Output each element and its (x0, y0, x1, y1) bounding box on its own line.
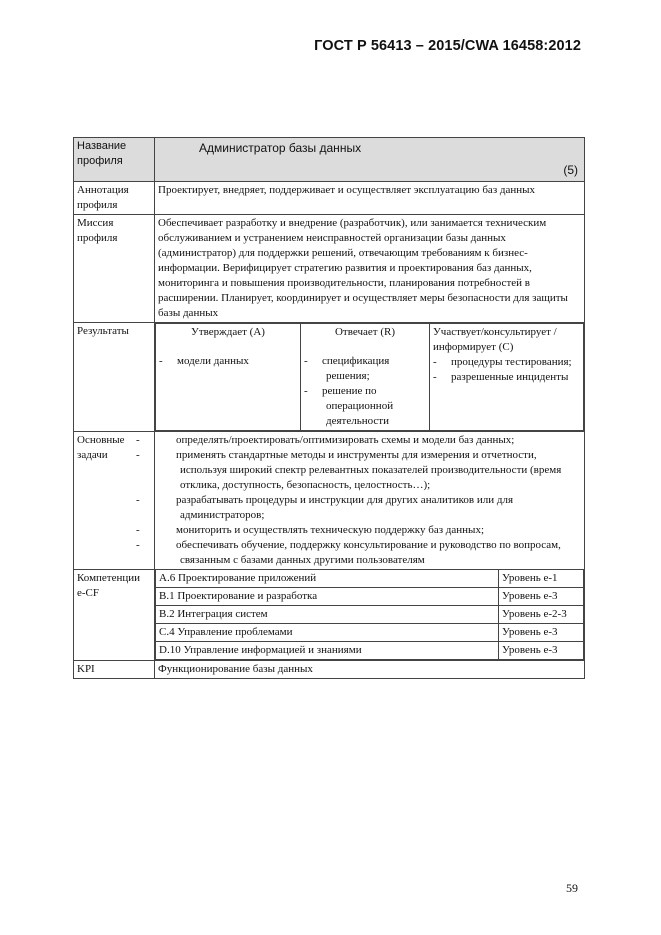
competence-name: D.10 Управление информацией и знаниями (156, 642, 499, 660)
results-r-item: - спецификация решения; (304, 355, 390, 382)
annotation-label: Аннотация профиля (74, 182, 155, 215)
competence-level: Уровень е-3 (499, 588, 584, 606)
competences-label: Компетенции e-CF (74, 570, 155, 661)
mission-text: Обеспечивает разработку и внедрение (разработчик), или занимается техническим обслуживанием и устранением неисправностей организации базы данных (администратор) для поддержки решений, отвечающим требованиям к бизнес-информации. Верифицирует стратегию развития и проектирования баз данных, мониторинга и повышения производительности, планирования потребностей в расширении. Планирует, координирует и осуществляет меры безопасности для защиты базы данных (155, 215, 585, 323)
results-r-header: Отвечает (R) (334, 326, 395, 338)
results-row (74, 323, 585, 432)
task-item: - разрабатывать процедуры и инструкции для других аналитиков или для администраторов; (136, 494, 514, 521)
competence-level: Уровень е-3 (499, 642, 584, 660)
tasks-list (136, 432, 585, 570)
competence-level: Уровень е-1 (499, 570, 584, 588)
results-label: Результаты (74, 323, 155, 432)
kpi-text: Функционирование базы данных (155, 661, 585, 679)
mission-label: Миссия профиля (74, 215, 155, 323)
profile-table (73, 137, 585, 679)
page-number: 59 (566, 881, 578, 895)
annotation-row (74, 182, 585, 215)
document-header: ГОСТ Р 56413 – 2015/CWA 16458:2012 (314, 38, 581, 54)
competences-row (74, 570, 585, 661)
profile-name-label: Название профиля (74, 138, 155, 182)
results-table (155, 323, 584, 431)
annotation-text: Проектирует, внедряет, поддерживает и осуществляет эксплуатацию баз данных (155, 182, 585, 215)
competence-row (156, 570, 584, 588)
profile-name-cell (155, 138, 585, 182)
competence-row (156, 588, 584, 606)
competence-name: C.4 Управление проблемами (156, 624, 499, 642)
profile-name-row (74, 138, 585, 182)
results-c-header: Участвует/консультирует /информирует (C) (433, 326, 557, 353)
competence-level: Уровень е-3 (499, 624, 584, 642)
competence-row (156, 642, 584, 660)
competence-row (156, 606, 584, 624)
task-item: - применять стандартные методы и инструменты для измерения и отчетности, используя широкий спектр релевантных показателей производительности (время отклика, доступность, безопасность, целостность…); (136, 449, 562, 491)
competence-row (156, 624, 584, 642)
tasks-label: Основные задачи (74, 432, 155, 570)
profile-number: (5) (563, 163, 578, 177)
competences-table (155, 570, 584, 660)
results-c-item: - разрешенные инциденты (433, 371, 569, 383)
task-item: - обеспечивать обучение, поддержку консультирование и руководство по вопросам, связанным с базами данных другими пользователям (136, 539, 561, 566)
competence-name: B.2 Интеграция систем (156, 606, 499, 624)
tasks-row (74, 432, 585, 570)
results-a-header: Утверждает (A) (191, 326, 265, 338)
results-a-item: - модели данных (159, 355, 249, 367)
competence-name: A.6 Проектирование приложений (156, 570, 499, 588)
profile-name: Администратор базы данных (199, 141, 362, 155)
kpi-row (74, 661, 585, 679)
kpi-label: KPI (74, 661, 155, 679)
competence-name: B.1 Проектирование и разработка (156, 588, 499, 606)
mission-row (74, 215, 585, 323)
competence-level: Уровень е-2-3 (499, 606, 584, 624)
results-c-item: - процедуры тестирования; (433, 356, 572, 368)
task-item: - определять/проектировать/оптимизировать схемы и модели баз данных; (136, 434, 515, 446)
results-r-item: - решение по операционной деятельности (304, 385, 394, 427)
task-item: - мониторить и осуществлять техническую поддержку баз данных; (136, 524, 484, 536)
